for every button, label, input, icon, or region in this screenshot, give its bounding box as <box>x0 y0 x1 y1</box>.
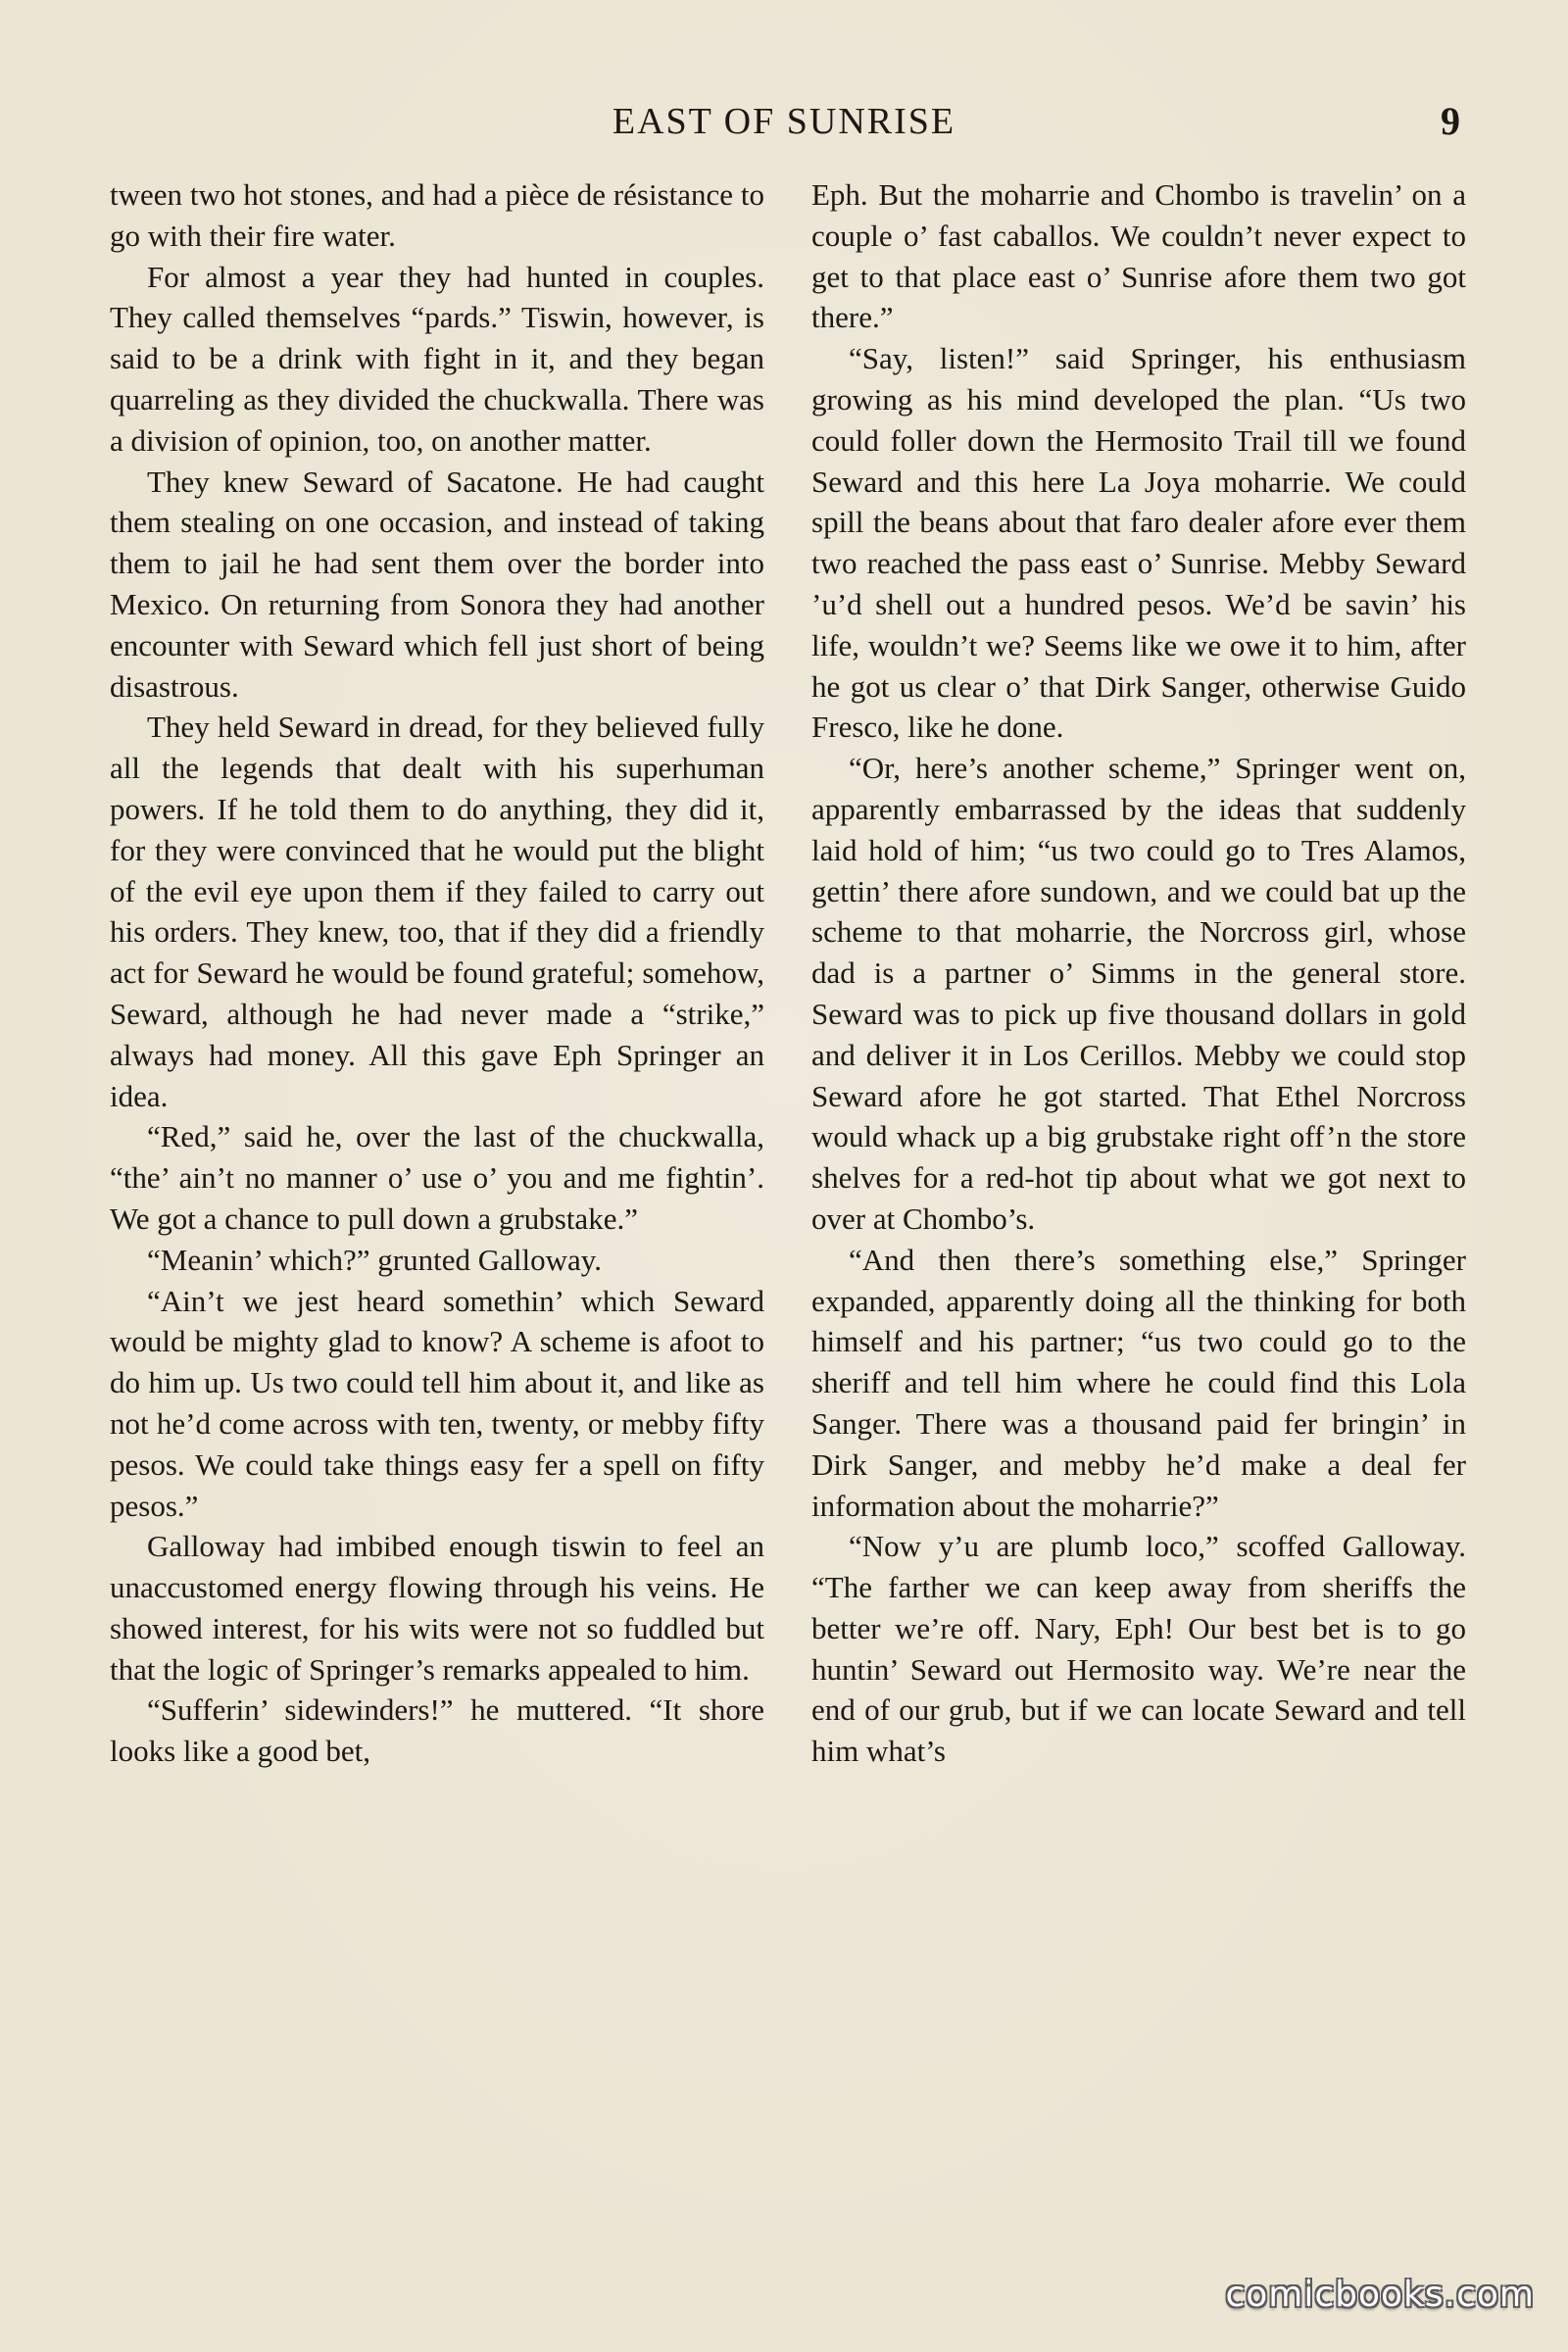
paragraph: “Ain’t we jest heard somethin’ which Seward would be mighty glad to know? A scheme is afoot to do him up. Us two could tell him about it, and like as not he’d come across with ten, twenty, or mebby fifty pesos. We could take things easy fer a spell on fifty pesos.” <box>110 1283 764 1523</box>
text-columns <box>110 174 1466 2262</box>
paragraph: “Red,” said he, over the last of the chuckwalla, “the’ ain’t no manner o’ use o’ you and me fightin’. We got a chance to pull down a grubstake.” <box>110 1119 764 1236</box>
left-column <box>110 174 764 2262</box>
paragraph: For almost a year they had hunted in couples. They called themselves “pards.” Tiswin, however, is said to be a drink with fight in it, and they began quarreling as they divided the chuckwalla. There was a division of opinion, too, on another matter. <box>110 259 764 458</box>
paragraph: Eph. But the moharrie and Chombo is travelin’ on a couple o’ fast caballos. We couldn’t never expect to get to that place east o’ Sunrise afore them two got there.” <box>811 177 1466 335</box>
right-column <box>811 174 1466 2262</box>
watermark: comicbooks.com <box>1225 2275 1535 2315</box>
paragraph: “Say, listen!” said Springer, his enthusiasm growing as his mind developed the plan. “Us two could foller down the Hermosito Trail till we found Seward and this here La Joya moharrie. We could spill the beans about that faro dealer afore ever them two reached the pass east o’ Sunrise. Mebby Seward ’u’d shell out a hundred pesos. We’d be savin’ his life, wouldn’t we? Seems like we owe it to him, after he got us clear o’ that Dirk Sanger, otherwise Guido Fresco, like he done. <box>811 341 1466 745</box>
paragraph: “Now y’u are plumb loco,” scoffed Galloway. “The farther we can keep away from sheriffs the better we’re off. Nary, Eph! Our best bet is to go huntin’ Seward out Hermosito way. We’re near the end of our grub, but if we can locate Seward and tell him what’s <box>811 1529 1466 1769</box>
paragraph: “And then there’s something else,” Springer expanded, apparently doing all the thinking for both himself and his partner; “us two could go to the sheriff and tell him where he could find this Lola Sanger. There was a thousand paid fer bringin’ in Dirk Sanger, and mebby he’d make a deal fer information about the moharrie?” <box>811 1242 1466 1523</box>
paragraph: tween two hot stones, and had a pièce de résistance to go with their fire water. <box>110 177 764 253</box>
running-head <box>108 94 1460 149</box>
page-number: 9 <box>1441 99 1460 143</box>
paragraph: “Sufferin’ sidewinders!” he muttered. “It shore looks like a good bet, <box>110 1692 764 1769</box>
running-title: EAST OF SUNRISE <box>612 101 956 142</box>
paragraph: “Or, here’s another scheme,” Springer went on, apparently embarrassed by the ideas that suddenly laid hold of him; “us two could go to Tres Alamos, gettin’ there afore sundown, and we could bat up the scheme to that moharrie, the Norcross girl, whose dad is a partner o’ Simms in the general store. Seward was to pick up five thousand dollars in gold and deliver it in Los Cerillos. Mebby we could stop Seward afore he got started. That Ethel Norcross would whack up a big grubstake right off’n the store shelves for a red-hot tip about what we got next to over at Chombo’s. <box>811 751 1466 1236</box>
paragraph: “Meanin’ which?” grunted Galloway. <box>147 1242 602 1277</box>
paragraph: They held Seward in dread, for they believed fully all the legends that dealt with his superhuman powers. If he told them to do anything, they did it, for they were convinced that he would put the blight of the evil eye upon them if they failed to carry out his orders. They knew, too, that if they did a friendly act for Seward he would be found grateful; somehow, Seward, although he had never made a “strike,” always had money. All this gave Eph Springer an idea. <box>110 710 764 1113</box>
paragraph: They knew Seward of Sacatone. He had caught them stealing on one occasion, and instead of taking them to jail he had sent them over the border into Mexico. On returning from Sonora they had another encounter with Seward which fell just short of being disastrous. <box>110 464 764 704</box>
paragraph: Galloway had imbibed enough tiswin to feel an unaccustomed energy flowing through his veins. He showed interest, for his wits were not so fuddled but that the logic of Springer’s remarks appealed to him. <box>110 1529 764 1687</box>
